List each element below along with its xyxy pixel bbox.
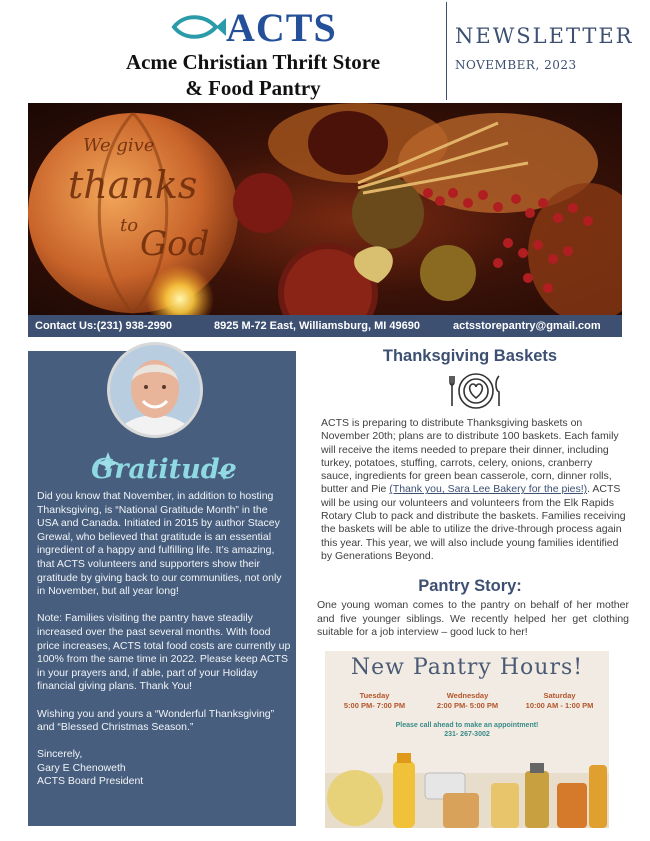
sara-lee-thanks-link[interactable]: (Thank you, Sara Lee Bakery for the pies!) [389, 483, 588, 496]
carved-thanks: thanks [68, 163, 198, 207]
contact-email[interactable]: actsstorepantry@gmail.com [453, 320, 601, 332]
contact-phone[interactable]: Contact Us:(231) 938-2990 [35, 320, 172, 332]
baskets-text-after: . ACTS will be using our volunteers and volunteers from the Elk Rapids Rotary Club to pack and distribute the baskets. Families receiving the baskets will be able to utilize the drive-through process again this year. This year, we will also include young families identified by Generations Beyond. [321, 483, 626, 562]
portrait-illustration [110, 345, 200, 435]
fish-logo-icon [170, 12, 228, 42]
story-text: One young woman comes to the pantry on behalf of her mother and five younger siblings. We recently helped her get clothing suitable for a job interview – good luck to her! [317, 599, 629, 638]
day-time: 10:00 AM - 1:00 PM [525, 700, 594, 710]
hours-tuesday [327, 691, 422, 710]
gratitude-body [37, 490, 291, 789]
hours-saturday [512, 691, 607, 710]
gratitude-paragraph: Note: Families visiting the pantry have steadily increased over the past several months. With food price increases, ACTS total food costs are currently up 100% from the same time in 2022. Please keep ACTS in your prayers and, if able, part of your Holiday financial giving plans. Thank You! [37, 612, 291, 693]
call-ahead [325, 721, 609, 739]
day-time: 5:00 PM- 7:00 PM [343, 700, 406, 710]
carved-god: God [140, 224, 210, 264]
hero-thanksgiving-image [28, 103, 622, 315]
logo-acts-text: ACTS [226, 5, 337, 50]
baskets-text [321, 417, 626, 563]
carved-we-give: We give [83, 135, 155, 156]
signer-name: Gary E Chenoweth [37, 761, 126, 774]
call-note: Please call ahead to make an appointment! [395, 722, 539, 729]
baskets-heading: Thanksgiving Baskets [382, 347, 558, 365]
avatar [107, 342, 203, 438]
plate-heart-icon [447, 372, 505, 410]
carved-to: to [120, 215, 139, 236]
story-heading: Pantry Story: [418, 577, 522, 595]
gratitude-paragraph: Did you know that November, in addition to hosting Thanksgiving, is “National Gratitude Month” in the USA and Canada. Initiated in 2015 by author Stacey Grewal, who believed that gratitude is an essential ingredient of a happy and fulfilling life. It’s amazing, that ACTS volunteers and supporters show their gratitude by giving back to our communities, not only in November, but all year long! [37, 490, 282, 598]
closing: Sincerely, [37, 748, 83, 761]
hours-wednesday [420, 691, 515, 710]
day-name: Wednesday [446, 691, 489, 700]
org-subtitle: & Food Pantry [185, 76, 321, 100]
gratitude-heading: Gratitude [91, 454, 237, 485]
hours-title: New Pantry Hours! [350, 655, 584, 680]
hero-illustration [28, 103, 622, 315]
pantry-hours-card [325, 651, 609, 828]
org-name: Acme Christian Thrift Store [125, 50, 381, 74]
gratitude-heading-block [28, 448, 296, 493]
issue-date: NOVEMBER, 2023 [455, 58, 577, 72]
call-phone: 231- 267-3002 [444, 731, 490, 738]
contact-bar [28, 315, 622, 337]
day-name: Saturday [543, 691, 576, 700]
gratitude-heading-art [28, 448, 296, 488]
newsletter-title: NEWSLETTER [455, 24, 634, 48]
groceries-illustration [325, 743, 609, 828]
gratitude-paragraph: Wishing you and yours a “Wonderful Thanksgiving” and “Blessed Christmas Season.” [37, 707, 275, 734]
signer-title: ACTS Board President [37, 775, 144, 788]
header-divider [446, 2, 447, 100]
day-time: 2:00 PM- 5:00 PM [436, 700, 499, 710]
baskets-text-before: ACTS is preparing to distribute Thanksgiving baskets on November 20th; plans are to distribute 100 baskets. Each family will receive the items needed to prepare their dinner, including turkey, potatoes, stuffing, carrots, celery, onions, cranberry sauce, ingredients for green bean casserole, corn, dinner rolls, butter and Pie [321, 417, 619, 496]
contact-address: 8925 M-72 East, Williamsburg, MI 49690 [214, 320, 420, 332]
day-name: Tuesday [359, 691, 390, 700]
